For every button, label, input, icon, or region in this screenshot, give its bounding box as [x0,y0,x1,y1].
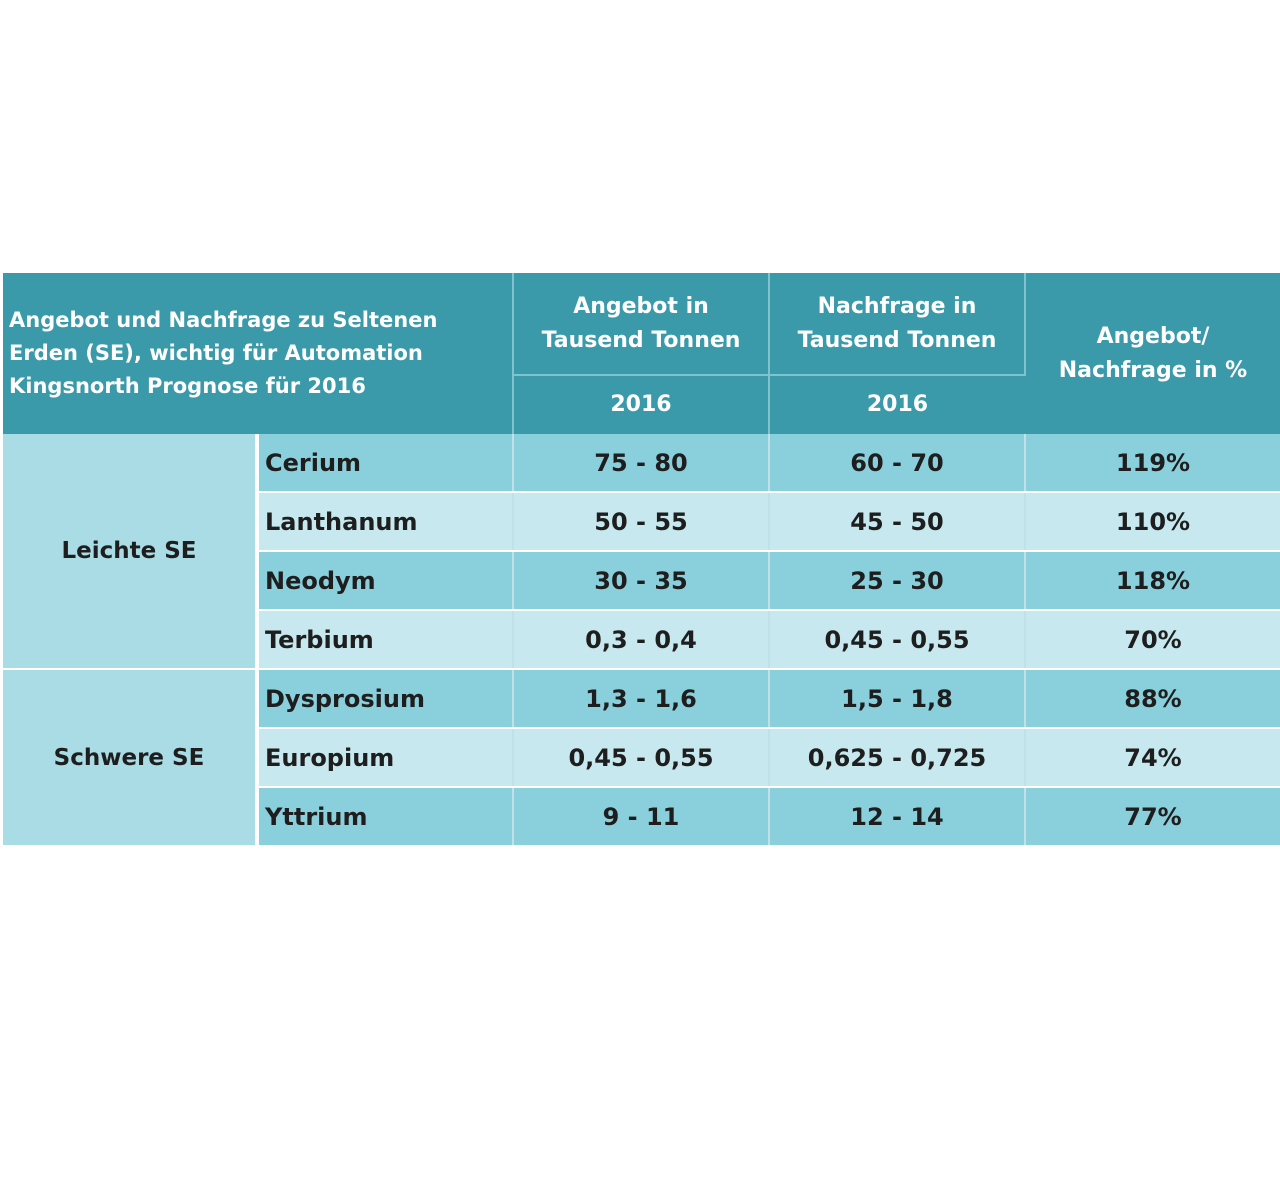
supply-value: 1,3 - 1,6 [513,669,769,728]
ratio-value: 119% [1025,434,1280,492]
ratio-header-line-2: Nachfrage in % [1058,357,1248,383]
title-line-1: Angebot und Nachfrage zu Seltenen [9,308,438,332]
ratio-value: 77% [1025,787,1280,846]
demand-header-line-1: Nachfrage in [817,293,977,319]
table-row [3,434,1280,492]
demand-value: 0,45 - 0,55 [769,610,1025,669]
rare-earths-table [3,273,1280,847]
ratio-value: 74% [1025,728,1280,787]
supply-header-line-2: Tausend Tonnen [541,327,741,353]
supply-header-line-1: Angebot in [573,293,709,319]
element-name: Neodym [257,551,513,610]
title-line-3: Kingsnorth Prognose für 2016 [9,374,366,398]
supply-value: 0,45 - 0,55 [513,728,769,787]
supply-year-header: 2016 [513,375,769,434]
table-title [3,273,513,434]
supply-value: 0,3 - 0,4 [513,610,769,669]
group-label: Leichte SE [3,434,257,669]
demand-value: 45 - 50 [769,492,1025,551]
element-name: Europium [257,728,513,787]
ratio-value: 70% [1025,610,1280,669]
table-body [3,434,1280,846]
demand-column-header [769,273,1025,375]
demand-value: 0,625 - 0,725 [769,728,1025,787]
table-header [3,273,1280,434]
ratio-value: 110% [1025,492,1280,551]
element-name: Lanthanum [257,492,513,551]
demand-value: 1,5 - 1,8 [769,669,1025,728]
supply-value: 30 - 35 [513,551,769,610]
demand-year-header: 2016 [769,375,1025,434]
title-line-2: Erden (SE), wichtig für Automation [9,341,423,365]
supply-value: 50 - 55 [513,492,769,551]
rare-earths-table-wrap [3,273,1280,847]
demand-value: 12 - 14 [769,787,1025,846]
element-name: Terbium [257,610,513,669]
demand-value: 25 - 30 [769,551,1025,610]
element-name: Cerium [257,434,513,492]
header-row-1 [3,273,1280,375]
ratio-column-header [1025,273,1280,434]
ratio-header-line-1: Angebot/ [1096,323,1210,349]
supply-column-header [513,273,769,375]
demand-value: 60 - 70 [769,434,1025,492]
table-row [3,669,1280,728]
supply-value: 75 - 80 [513,434,769,492]
ratio-value: 118% [1025,551,1280,610]
group-label: Schwere SE [3,669,257,846]
supply-value: 9 - 11 [513,787,769,846]
element-name: Dysprosium [257,669,513,728]
demand-header-line-2: Tausend Tonnen [797,327,997,353]
ratio-value: 88% [1025,669,1280,728]
element-name: Yttrium [257,787,513,846]
